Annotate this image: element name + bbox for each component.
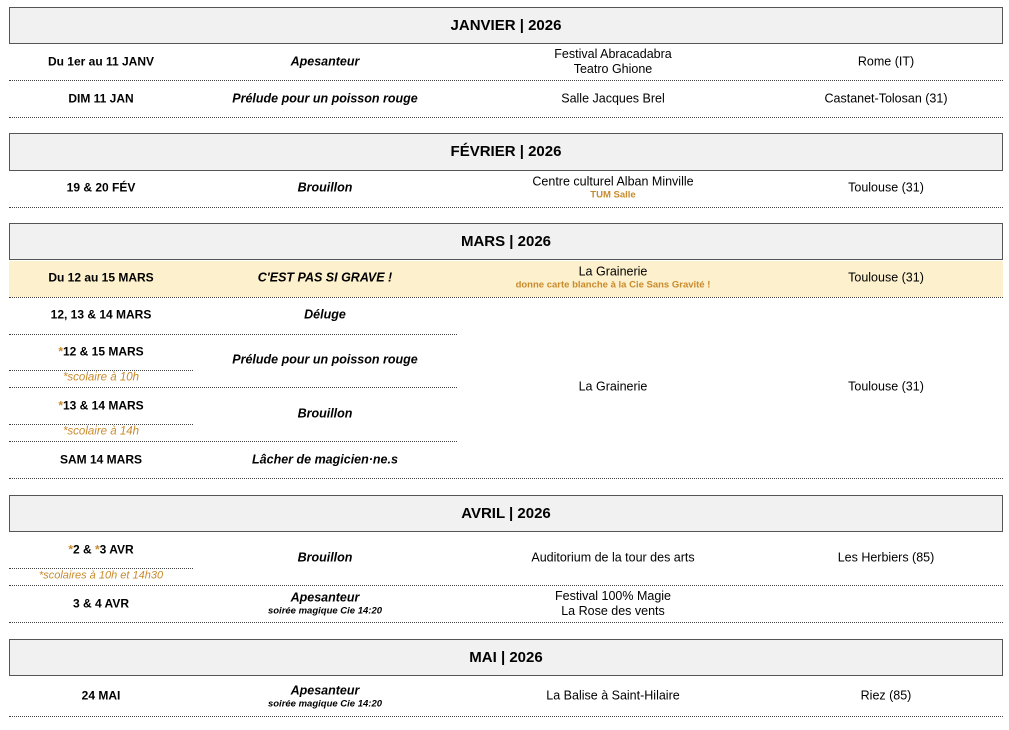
event-venue [457, 589, 769, 619]
show-subtitle: soirée magique Cie 14:20 [267, 698, 383, 710]
venue-line-1: Festival Abracadabra [554, 47, 672, 61]
event-date [9, 345, 193, 360]
event-city: Toulouse (31) [848, 270, 924, 285]
school-note: *scolaire à 10h [62, 371, 140, 384]
event-date [9, 399, 193, 414]
venue-line-2: La Rose des vents [561, 604, 665, 618]
venue-subtitle: donne carte blanche à la Cie Sans Gravité ! [515, 279, 711, 291]
event-show: Prélude pour un poisson rouge [232, 352, 418, 367]
event-city: Les Herbiers (85) [837, 550, 935, 565]
month-header-janvier: JANVIER | 2026 [9, 7, 1003, 44]
row-divider [9, 117, 1003, 118]
event-show: Brouillon [297, 406, 353, 421]
event-date: 24 MAI [81, 688, 121, 703]
event-show: Brouillon [297, 180, 353, 195]
school-note: *scolaire à 14h [62, 425, 140, 438]
asterisk: * [58, 344, 63, 359]
venue-line-1: Centre culturel Alban Minville [532, 174, 694, 189]
venue-subtitle: TUM Salle [590, 189, 636, 201]
row-divider [9, 585, 1003, 586]
event-venue: La Balise à Saint-Hilaire [546, 688, 680, 703]
event-city: Rome (IT) [857, 54, 915, 69]
event-venue: Salle Jacques Brel [561, 91, 665, 106]
event-date: 19 & 20 FÉV [66, 180, 136, 195]
event-show [193, 684, 457, 711]
row-divider [9, 478, 1003, 479]
venue-line-1: Festival 100% Magie [554, 589, 672, 603]
event-city: Castanet-Tolosan (31) [824, 91, 948, 106]
event-venue [457, 175, 769, 202]
event-show: Apesanteur [290, 54, 360, 69]
date-text: 2 & [72, 542, 95, 557]
venue-line-1: La Grainerie [578, 264, 648, 279]
school-note: *scolaires à 10h et 14h30 [38, 569, 164, 582]
event-show [193, 591, 457, 618]
event-city: Toulouse (31) [848, 379, 924, 394]
month-header-fevrier: FÉVRIER | 2026 [9, 133, 1003, 171]
date-text: 3 AVR [99, 542, 134, 557]
event-venue: La Grainerie [578, 379, 648, 394]
event-date [9, 543, 193, 558]
asterisk: * [95, 542, 100, 557]
month-header-mai: MAI | 2026 [9, 639, 1003, 676]
event-show: Prélude pour un poisson rouge [232, 91, 418, 106]
row-divider [9, 80, 1003, 81]
show-title: Apesanteur [290, 683, 360, 698]
row-divider [9, 441, 457, 442]
event-date: Du 1er au 11 JANV [47, 54, 155, 69]
event-city: Toulouse (31) [848, 180, 924, 195]
show-title: Apesanteur [290, 590, 360, 605]
venue-line-2: Teatro Ghione [573, 62, 653, 76]
event-date: Du 12 au 15 MARS [48, 270, 154, 285]
asterisk: * [58, 398, 63, 413]
event-show: Déluge [304, 307, 346, 322]
event-date: DIM 11 JAN [68, 91, 134, 106]
event-show: C'EST PAS SI GRAVE ! [257, 270, 393, 285]
event-date: 12, 13 & 14 MARS [50, 307, 152, 322]
month-header-mars: MARS | 2026 [9, 223, 1003, 260]
show-subtitle: soirée magique Cie 14:20 [267, 605, 383, 617]
row-divider [9, 387, 457, 388]
event-city: Riez (85) [860, 688, 912, 703]
event-date: SAM 14 MARS [59, 452, 142, 467]
row-divider [9, 622, 1003, 623]
month-header-avril: AVRIL | 2026 [9, 495, 1003, 532]
event-venue: Auditorium de la tour des arts [531, 550, 695, 565]
row-divider [9, 297, 1003, 298]
date-text: 12 & 15 MARS [62, 344, 144, 359]
event-show: Lâcher de magicien·ne.s [252, 452, 398, 467]
event-date: 3 & 4 AVR [72, 596, 129, 611]
row-divider [9, 334, 457, 335]
event-venue [457, 47, 769, 77]
row-divider [9, 207, 1003, 208]
row-divider [9, 716, 1003, 717]
asterisk: * [68, 542, 73, 557]
date-text: 13 & 14 MARS [62, 398, 144, 413]
event-venue [457, 265, 769, 292]
event-show: Brouillon [297, 550, 353, 565]
